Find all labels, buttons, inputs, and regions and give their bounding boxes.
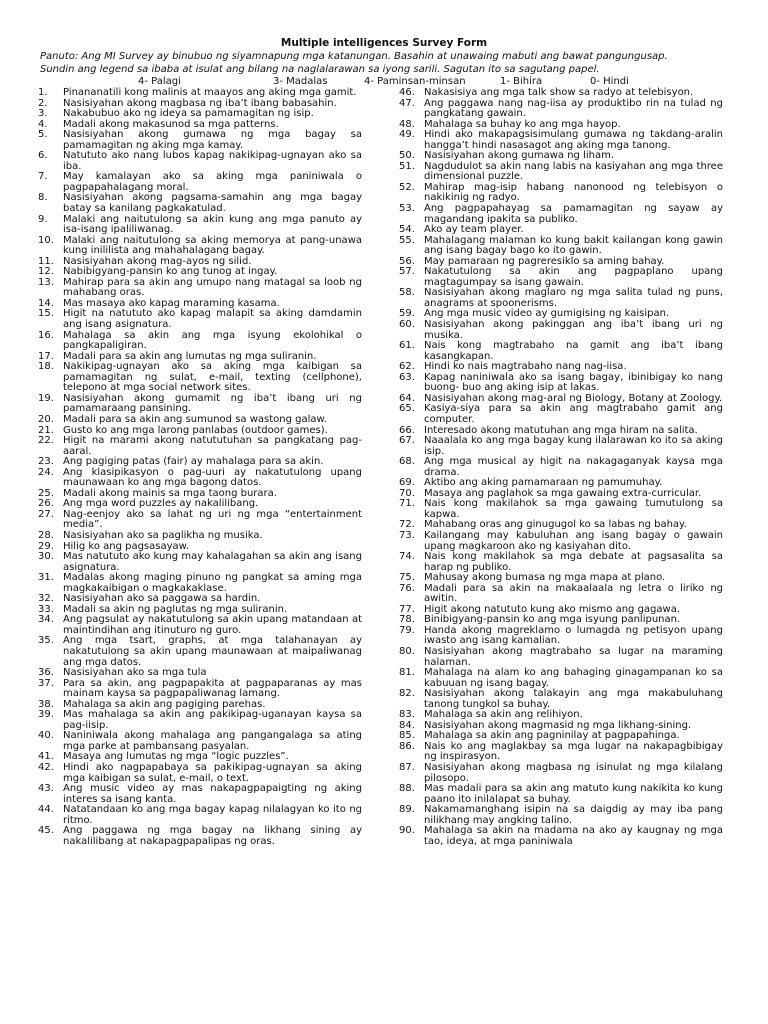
legend-bihira: 1- Bihira	[500, 76, 543, 87]
question-text: Aktibo ang aking pamamaraan ng pamumuhay.	[424, 477, 663, 489]
question-number: 46.	[399, 87, 415, 98]
question-item	[38, 636, 362, 668]
question-text: Masaya ang paglahok sa mga gawaing extra-curricular.	[424, 487, 702, 499]
question-number: 81.	[399, 667, 415, 679]
question-number: 72.	[399, 519, 415, 531]
question-number: 25.	[38, 487, 54, 499]
question-item	[399, 236, 723, 257]
question-item	[38, 552, 362, 573]
question-number: 6.	[38, 150, 48, 162]
question-text: Gusto ko ang mga larong panlabas (outdoor games).	[63, 424, 328, 436]
question-text: Nasisiyahan akong talakayin ang mga makabuluhang tanong tungkol sa buhay.	[424, 688, 723, 710]
question-number: 79.	[399, 624, 415, 636]
question-item	[399, 404, 723, 425]
question-number: 24.	[38, 466, 54, 478]
question-number: 78.	[399, 614, 415, 626]
question-item	[38, 193, 362, 214]
question-text: Ang music video ay mas nakapagpapaigting ng aking interes sa isang kanta.	[63, 783, 362, 805]
question-text: Kasiya-siya para sa akin ang magtrabaho gamit ang computer.	[424, 403, 723, 425]
question-text: Nasisiyahan akong magbasa ng isinulat ng mga kilalang pilosopo.	[424, 762, 723, 784]
question-text: Kapag naniniwala ako sa isang bagay, ibinibigay ko nang buong- buo ang aking isip at lakas.	[424, 371, 723, 394]
question-text: Hilig ko ang pagsasayaw.	[63, 540, 190, 552]
questions-column-left	[38, 88, 362, 847]
question-item	[399, 267, 723, 288]
question-text: Higit akong natututo kung ako mismo ang gagawa.	[424, 603, 681, 615]
question-number: 57.	[399, 266, 415, 278]
questions-column-right	[399, 88, 723, 847]
question-number: 84.	[399, 719, 415, 731]
question-item	[399, 668, 723, 689]
question-number: 50.	[399, 150, 415, 162]
question-text: Nag-eenjoy ako sa lahat ng uri ng mga “entertainment media”.	[63, 508, 362, 531]
question-number: 41.	[38, 751, 54, 763]
question-number: 47.	[399, 97, 415, 109]
question-item	[38, 88, 362, 99]
question-text: Malaki ang naitutulong sa akin kung ang mga panuto ay isa-isang ipaliliwanag.	[63, 213, 362, 236]
question-text: Nagdudulot sa akin nang labis na kasiyahan ang mga three dimensional puzzle.	[424, 160, 723, 183]
question-text: Mas natututo ako kung may kahalagahan sa akin ang isang asignatura.	[63, 551, 362, 573]
question-number: 42.	[38, 762, 54, 773]
question-text: Nasisiyahan akong magbasa ng iba’t ibang babasahin.	[63, 97, 337, 109]
question-text: Mas madali para sa akin ang matuto kung nakikita ko kung paano ito inilalapat sa buhay.	[424, 783, 723, 805]
question-text: Nakabubuo ako ng ideya sa pamamagitan ng isip.	[63, 108, 314, 120]
question-item	[399, 99, 723, 120]
question-text: Nasisiyahan akong mag-aral ng Biology, Botany at Zoology.	[424, 392, 723, 404]
question-number: 38.	[38, 698, 54, 710]
question-text: Ang mga musical ay higit na nakagaganyak kaysa mga drama.	[424, 456, 723, 478]
question-item	[399, 826, 723, 847]
question-text: Nakamamanghang isipin na sa daigdig ay may iba pang nilikhang may angking talino.	[424, 804, 723, 826]
legend-hindi: 0- Hindi	[590, 76, 629, 87]
question-text: Mas masaya ako kapag maraming kasama.	[63, 297, 280, 309]
question-text: Pinananatili kong malinis at maayos ang aking mga gamit.	[63, 87, 357, 98]
question-number: 88.	[399, 783, 415, 795]
question-number: 4.	[38, 118, 48, 130]
question-item	[399, 183, 723, 204]
question-number: 11.	[38, 255, 54, 267]
question-number: 30.	[38, 551, 54, 563]
question-number: 39.	[38, 709, 54, 721]
question-item	[399, 130, 723, 151]
question-number: 59.	[399, 308, 415, 320]
question-number: 64.	[399, 392, 415, 404]
question-number: 40.	[38, 730, 54, 742]
question-item	[38, 309, 362, 330]
question-text: Ang paggawa ng mga bagay na likhang sining ay nakalilibang at nakapagpapalipas ng oras.	[63, 825, 362, 847]
question-number: 69.	[399, 477, 415, 489]
form-title: Multiple intelligences Survey Form	[280, 37, 488, 49]
instructions-line: Panuto: Ang MI Survey ay binubuo ng siyamnapung mga katanungan. Basahin at unawaing mabuti ang bawat pangungusap.	[40, 51, 668, 62]
question-item	[38, 763, 362, 784]
question-item	[38, 679, 362, 700]
question-text: Binibigyang-pansin ko ang mga isyung panlipunan.	[424, 614, 681, 626]
question-item	[38, 394, 362, 415]
question-number: 18.	[38, 361, 54, 373]
question-item	[38, 236, 362, 257]
question-number: 19.	[38, 392, 54, 404]
question-item	[399, 288, 723, 309]
question-number: 66.	[399, 424, 415, 436]
question-text: Nasisiyahan akong gumawa ng mga bagay sa pamamagitan ng aking mga kamay.	[63, 129, 362, 151]
question-number: 1.	[38, 87, 48, 98]
question-item	[38, 130, 362, 151]
question-text: Handa akong magreklamo o lumagda ng petisyon upang iwasto ang isang kamalian.	[424, 624, 723, 647]
question-text: Para sa akin, ang pagpapakita at pagpaparanas ay mas mainam kaysa sa pagpapaliwanag lamang.	[63, 677, 362, 700]
question-number: 16.	[38, 329, 54, 341]
question-text: Kailangang may kabuluhan ang isang bagay o gawain upang magkaroon ako ng kasiyahan dito.	[424, 529, 723, 552]
question-item	[38, 615, 362, 636]
question-number: 55.	[399, 234, 415, 246]
question-text: Nasisiyahan akong pakinggan ang iba’t ibang uri ng musika.	[424, 319, 723, 341]
question-text: Madali para sa akin ang sumunod sa wastong galaw.	[63, 413, 327, 425]
question-number: 10.	[38, 234, 54, 246]
question-item	[38, 731, 362, 752]
question-item	[399, 531, 723, 552]
question-text: Ang mga tsart, graphs, at mga talahanayan ay nakatutulong sa akin upang maunawaan at maipaliwanag ang mga datos.	[63, 635, 362, 668]
question-text: Nasisiyahan akong gumawa ng liham.	[424, 150, 615, 162]
question-text: Nais kong makilahok sa mga debate at pagsasalita sa harap ng publiko.	[424, 551, 723, 573]
question-text: Nabibigyang-pansin ko ang tunog at ingay.	[63, 266, 278, 278]
question-item	[399, 88, 723, 99]
question-item	[399, 763, 723, 784]
question-text: Ako ay team player.	[424, 224, 524, 236]
legend-palagi: 4- Palagi	[138, 76, 181, 87]
question-text: Madali akong mainis sa mga taong burara.	[63, 487, 277, 499]
question-text: Mas mahalaga sa akin ang pakikipag-uganayan kaysa sa pag-iisip.	[63, 709, 362, 731]
question-text: Mahalaga na alam ko ang bahaging ginagampanan ko sa kabuuan ng isang bagay.	[424, 667, 723, 689]
question-item	[399, 320, 723, 341]
question-text: Naniniwala akong mahalaga ang pangangalaga sa ating mga parke at pambansang pasyalan.	[63, 730, 362, 752]
question-number: 58.	[399, 287, 415, 299]
question-text: Nais kong makilahok sa mga gawaing tumutulong sa kapwa.	[424, 498, 723, 520]
question-number: 43.	[38, 783, 54, 795]
question-text: Madali sa akin ng paglutas ng mga suliranin.	[63, 603, 288, 615]
question-item	[38, 573, 362, 594]
question-text: Nasisiyahan ako sa paggawa sa hardin.	[63, 593, 261, 605]
question-number: 27.	[38, 508, 54, 520]
question-text: Higit na natututo ako kapag malapit sa aking damdamin ang isang asignatura.	[63, 308, 362, 331]
question-text: Mahirap mag-isip habang nanonood ng telebisyon o nakikinig ng radyo.	[424, 181, 723, 204]
question-item	[399, 626, 723, 647]
question-item	[38, 172, 362, 193]
question-text: Mahalaga sa akin ang relihiyon.	[424, 709, 583, 721]
question-item	[38, 510, 362, 531]
question-item	[38, 151, 362, 172]
question-text: Ang pagpapahayag sa pamamagitan ng sayaw ay magandang ipakita sa publiko.	[424, 203, 723, 225]
question-text: Natatandaan ko ang mga bagay kapag nilalagyan ko ito ng ritmo.	[63, 804, 362, 826]
question-text: Mahirap para sa akin ang umupo nang matagal sa loob ng mahabang oras.	[63, 276, 362, 299]
question-text: Nasisiyahan akong magmasid ng mga likhang-sining.	[424, 719, 692, 731]
question-text: Nakikipag-ugnayan ako sa aking mga kaibigan sa pamamagitan ng sulat, e-mail, texting (cellphone), telepono at mga social network sites.	[63, 361, 362, 394]
question-item	[399, 552, 723, 573]
question-text: Nasisiyahan ako sa mga tula	[63, 667, 207, 679]
question-text: Nasisiyahan akong magtrabaho sa lugar na maraming halaman.	[424, 645, 723, 668]
question-item	[399, 584, 723, 605]
question-number: 73.	[399, 529, 415, 541]
question-item	[38, 531, 362, 542]
question-number: 85.	[399, 730, 415, 742]
question-number: 82.	[399, 688, 415, 700]
question-number: 74.	[399, 551, 415, 563]
question-text: Mahalaga sa akin ang pagninilay at pagpapahinga.	[424, 730, 680, 742]
question-text: Ang pagiging patas (fair) ay mahalaga para sa akin.	[63, 456, 324, 468]
question-number: 15.	[38, 308, 54, 320]
question-text: Mahabang oras ang ginugugol ko sa labas ng bahay.	[424, 519, 687, 531]
question-number: 75.	[399, 572, 415, 584]
question-number: 13.	[38, 276, 54, 288]
question-text: Mahalaga sa akin ang pagiging parehas.	[63, 698, 266, 710]
question-number: 3.	[38, 108, 48, 120]
question-number: 56.	[399, 255, 415, 267]
question-number: 68.	[399, 456, 415, 468]
question-item	[399, 689, 723, 710]
question-number: 53.	[399, 203, 415, 215]
question-item	[399, 341, 723, 362]
question-text: Naaalala ko ang mga bagay kung ilalarawan ko ito sa aking isip.	[424, 435, 723, 457]
question-text: Nasisiyahan ako sa paglikha ng musika.	[63, 529, 263, 541]
question-text: Ang pagsulat ay nakatutulong sa akin upang matandaan at maintindihan ang itinuturo ng guro.	[63, 614, 362, 636]
question-number: 70.	[399, 487, 415, 499]
question-number: 61.	[399, 340, 415, 352]
question-text: Interesado akong matutuhan ang mga hiram na salita.	[424, 424, 698, 436]
instructions	[40, 51, 740, 76]
question-item	[399, 784, 723, 805]
question-number: 26.	[38, 498, 54, 510]
question-text: Nais ko ang maglakbay sa mga lugar na nakapagbibigay ng inspirasyon.	[424, 740, 723, 763]
question-number: 14.	[38, 297, 54, 309]
question-text: Ang mga word puzzles ay nakalilibang.	[63, 498, 259, 510]
question-item	[38, 362, 362, 394]
question-number: 62.	[399, 361, 415, 373]
question-number: 51.	[399, 160, 415, 172]
question-number: 52.	[399, 181, 415, 193]
question-number: 60.	[399, 319, 415, 331]
question-number: 20.	[38, 413, 54, 425]
question-text: Hindi ko nais magtrabaho nang nag-iisa.	[424, 361, 627, 373]
question-item	[399, 742, 723, 763]
question-text: Hindi ako nagpapabaya sa pakikipag-ugnayan sa aking mga kaibigan sa sulat, e-mail, o text.	[63, 762, 362, 784]
question-number: 33.	[38, 603, 54, 615]
question-number: 32.	[38, 593, 54, 605]
question-item	[399, 457, 723, 478]
question-text: Madali akong makasunod sa mga patterns.	[63, 118, 279, 130]
question-number: 29.	[38, 540, 54, 552]
question-list-left	[38, 88, 362, 847]
question-list-right	[399, 88, 723, 847]
question-text: Nasisiyahan akong gumamit ng iba’t ibang uri ng pamamaraang pansining.	[63, 392, 362, 415]
question-text: Mahalagang malaman ko kung bakit kailangan kong gawin ang isang bagay bago ko ito gawin.	[424, 234, 723, 257]
question-number: 77.	[399, 603, 415, 615]
question-text: Ang mga music video ay gumigising ng kaisipan.	[424, 308, 670, 320]
question-number: 37.	[38, 677, 54, 689]
question-number: 89.	[399, 804, 415, 816]
question-text: Madali para sa akin na makaalaala ng letra o liriko ng awitin.	[424, 582, 723, 605]
question-text: Mahusay akong bumasa ng mga mapa at plano.	[424, 572, 666, 584]
question-text: Madali para sa akin ang lumutas ng mga suliranin.	[63, 350, 317, 362]
question-text: Nakasisiya ang mga talk show sa radyo at telebisyon.	[424, 87, 694, 98]
question-text: Masaya ang lumutas ng mga “logic puzzles”.	[63, 751, 289, 763]
question-number: 76.	[399, 582, 415, 594]
question-item	[38, 826, 362, 847]
question-number: 17.	[38, 350, 54, 362]
question-number: 2.	[38, 97, 48, 109]
question-text: Nais kong magtrabaho na gamit ang iba’t ibang kasangkapan.	[424, 340, 723, 362]
question-text: Malaki ang naitutulong sa aking memorya at pang-unawa kung inililista ang mahahalagang bagay.	[63, 234, 362, 257]
question-text: Ang klasipikasyon o pag-uuri ay nakatutulong upang maunawaan ko ang mga bagong datos.	[63, 466, 362, 489]
question-number: 86.	[399, 740, 415, 752]
question-item	[38, 436, 362, 457]
question-number: 7.	[38, 171, 48, 183]
question-item	[399, 499, 723, 520]
question-text: Higit na marami akong natututuhan sa pangkatang pag-aaral.	[63, 435, 362, 457]
question-item	[38, 415, 362, 426]
question-item	[399, 805, 723, 826]
question-text: Nasisiyahan akong mag-ayos ng silid.	[63, 255, 252, 267]
question-text: Mahalaga sa akin ang mga isyung ekolohikal o pangkapaligiran.	[63, 329, 362, 352]
legend-paminsan-minsan: 4- Paminsan-minsan	[364, 76, 466, 87]
question-number: 21.	[38, 424, 54, 436]
question-item	[38, 278, 362, 299]
question-text: Madalas akong maging pinuno ng pangkat sa aming mga magkakaibigan o magkakaklase.	[63, 572, 362, 594]
question-item	[38, 805, 362, 826]
question-number: 8.	[38, 192, 48, 204]
question-text: Nasisiyahan akong maglaro ng mga salita tulad ng puns, anagrams at spoonerisms.	[424, 287, 723, 309]
question-number: 36.	[38, 667, 54, 679]
question-number: 23.	[38, 456, 54, 468]
question-text: Mahalaga sa buhay ko ang mga hayop.	[424, 118, 621, 130]
question-item	[38, 784, 362, 805]
question-number: 35.	[38, 635, 54, 647]
question-number: 44.	[38, 804, 54, 816]
question-number: 87.	[399, 762, 415, 773]
question-text: Nakatutulong sa akin ang pagpaplano upang magtagumpay sa isang gawain.	[424, 266, 723, 288]
question-number: 34.	[38, 614, 54, 626]
question-item	[399, 373, 723, 394]
question-item	[38, 215, 362, 236]
question-number: 45.	[38, 825, 54, 837]
question-number: 65.	[399, 403, 415, 415]
question-item	[38, 331, 362, 352]
question-number: 12.	[38, 266, 54, 278]
question-number: 67.	[399, 435, 415, 447]
question-number: 71.	[399, 498, 415, 510]
question-number: 63.	[399, 371, 415, 383]
question-number: 28.	[38, 529, 54, 541]
question-text: Mahalaga sa akin na madama na ako ay kaugnay ng mga tao, ideya, at mga paniniwala	[424, 825, 723, 847]
question-number: 9.	[38, 213, 48, 225]
question-number: 49.	[399, 129, 415, 141]
question-item	[38, 468, 362, 489]
question-text: Natututo ako nang lubos kapag nakikipag-ugnayan ako sa iba.	[63, 150, 362, 172]
question-text: Nasisiyahan akong pagsama-samahin ang mga bagay batay sa kanilang pagkakatulad.	[63, 192, 362, 215]
question-number: 5.	[38, 129, 48, 141]
question-text: Ang paggawa nang nag-iisa ay produktibo rin na tulad ng pangkatang gawain.	[424, 97, 723, 120]
question-number: 31.	[38, 572, 54, 584]
question-item	[399, 647, 723, 668]
question-text: May pamaraan ng pagreresiklo sa aming bahay.	[424, 255, 665, 267]
legend-madalas: 3- Madalas	[273, 76, 328, 87]
instructions-line: Sundin ang legend sa ibaba at isulat ang bilang na naglalarawan sa iyong sarili. Sagutan ito sa sagutang papel.	[40, 63, 600, 75]
question-number: 48.	[399, 118, 415, 130]
question-item	[399, 436, 723, 457]
question-text: May kamalayan ako sa aking mga paniniwala o pagpapahalagang moral.	[63, 171, 362, 193]
question-number: 83.	[399, 709, 415, 721]
question-number: 22.	[38, 435, 54, 447]
question-item	[38, 710, 362, 731]
question-number: 54.	[399, 224, 415, 236]
question-number: 80.	[399, 645, 415, 657]
question-text: Hindi ako makapagsisimulang gumawa ng takdang-aralin hangga’t hindi nasasagot ang aking mga tanong.	[424, 129, 723, 151]
question-number: 90.	[399, 825, 415, 837]
question-item	[399, 204, 723, 225]
question-item	[399, 162, 723, 183]
